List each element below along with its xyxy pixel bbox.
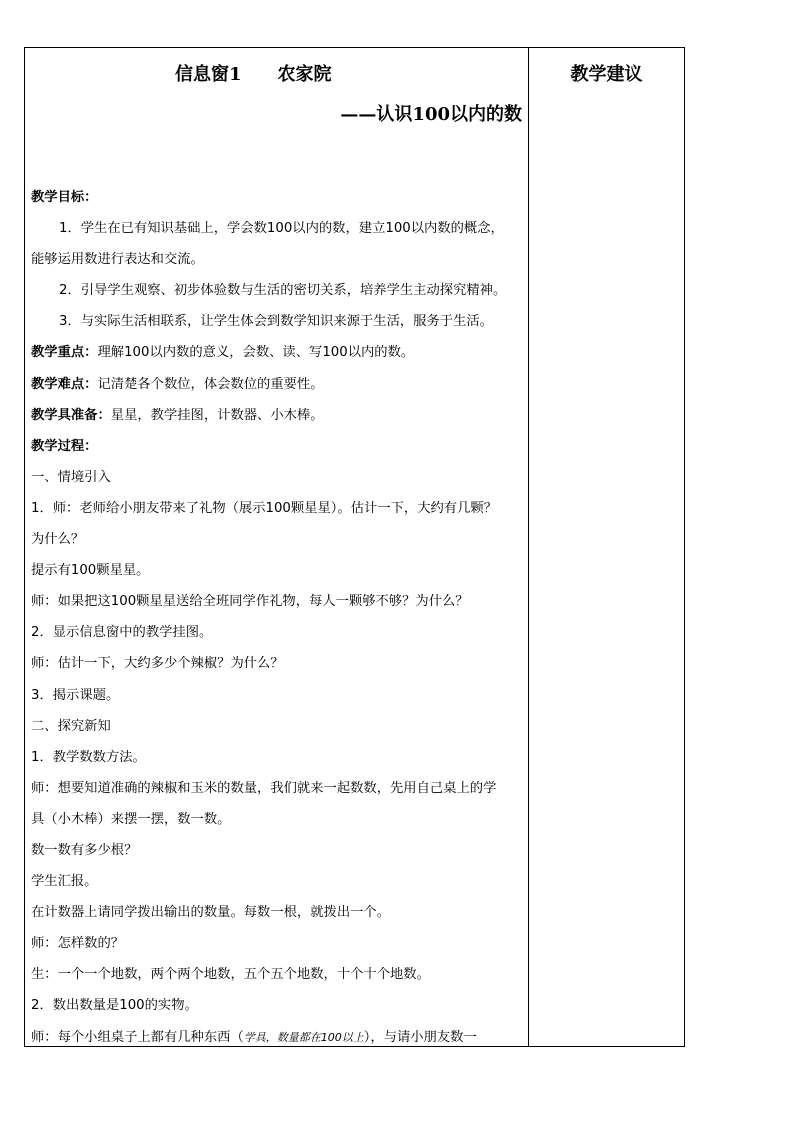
goal-3: 3．与实际生活相联系，让学生体会到数学知识来源于生活，服务于生活。 bbox=[59, 314, 493, 330]
line-6: 3．揭示课题。 bbox=[31, 687, 120, 703]
line-10: 学生汇报。 bbox=[31, 874, 98, 890]
side-title: 教学建议 bbox=[570, 64, 643, 85]
line-3: 师：如果把这100颗星星送给全班同学作礼物，每人一颗够不够？为什么？ bbox=[31, 594, 469, 610]
main-column bbox=[25, 48, 528, 1046]
line-15: 师：每个小组桌子上都有几种东西（学具，数量都在100以上），与请小朋友数一 bbox=[31, 1029, 477, 1045]
section-2: 二、探究新知 bbox=[31, 718, 111, 734]
title-line-2: ——认识100以内的数 bbox=[340, 104, 522, 125]
lesson-content bbox=[31, 182, 521, 1046]
line-12: 师：怎样数的？ bbox=[31, 936, 125, 952]
goals-label: 教学目标： bbox=[31, 190, 98, 205]
goal-1-cont: 能够运用数进行表达和交流。 bbox=[31, 252, 204, 268]
title-line-1: 信息窗1 农家院 bbox=[175, 64, 332, 85]
line-9: 数一数有多少根？ bbox=[31, 842, 138, 858]
line-4: 2．显示信息窗中的教学挂图。 bbox=[31, 625, 213, 641]
side-column bbox=[529, 48, 684, 1046]
line-8-cont: 具（小木棒）来摆一摆，数一数。 bbox=[31, 811, 231, 827]
process-label: 教学过程： bbox=[31, 438, 98, 454]
difficulty: 教学难点：记清楚各个数位，体会数位的重要性。 bbox=[31, 376, 324, 392]
goal-1: 1．学生在已有知识基础上，学会数100以内的数，建立100以内数的概念， bbox=[59, 221, 504, 237]
goal-2: 2．引导学生观察、初步体验数与生活的密切关系，培养学生主动探究精神。 bbox=[59, 283, 507, 299]
line-13: 生：一个一个地数，两个两个地数，五个五个地数，十个十个地数。 bbox=[31, 967, 430, 983]
line-1-cont: 为什么？ bbox=[31, 532, 85, 548]
line-14: 2．数出数量是100的实物。 bbox=[31, 998, 198, 1014]
line-8: 师：想要知道准确的辣椒和玉米的数量，我们就来一起数数，先用自己桌上的学 bbox=[31, 780, 497, 796]
section-1: 一、情境引入 bbox=[31, 469, 111, 485]
line-1: 1．师：老师给小朋友带来了礼物（展示100颗星星）。估计一下，大约有几颗？ bbox=[31, 500, 497, 516]
line-7: 1．教学数数方法。 bbox=[31, 749, 146, 765]
line-2: 提示有100颗星星。 bbox=[31, 563, 150, 579]
lesson-table bbox=[24, 47, 685, 1047]
preparation: 教学具准备：星星，教学挂图，计数器、小木棒。 bbox=[31, 407, 324, 423]
line-11: 在计数器上请同学拨出输出的数量。每数一根，就拨出一个。 bbox=[31, 905, 391, 921]
key-point: 教学重点：理解100以内数的意义，会数、读、写100以内的数。 bbox=[31, 345, 415, 361]
line-5: 师：估计一下，大约多少个辣椒？为什么？ bbox=[31, 656, 284, 672]
